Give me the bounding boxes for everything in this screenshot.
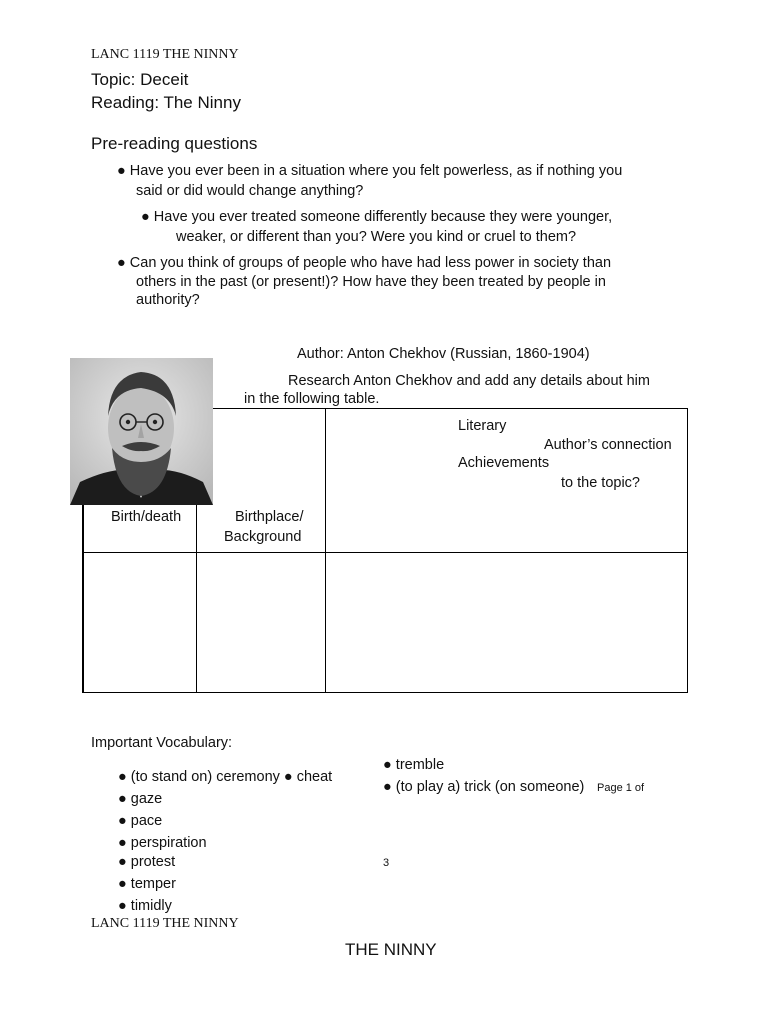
table-header-to-the-topic: to the topic? xyxy=(561,475,640,491)
table-header-authors-connection: Author’s connection xyxy=(544,437,672,453)
table-header-background: Background xyxy=(224,529,302,545)
vocab-item: ● tremble xyxy=(383,757,445,773)
author-line: Author: Anton Chekhov (Russian, 1860-1904) xyxy=(297,346,590,362)
research-instruction-line-1: Research Anton Chekhov and add any details about him xyxy=(288,373,650,389)
vocab-item: ● (to stand on) ceremony ● cheat xyxy=(118,769,333,785)
vocab-item: ● pace xyxy=(118,813,163,829)
vocab-item: ● timidly xyxy=(118,898,172,914)
course-header-repeat: LANC 1119 THE NINNY xyxy=(91,916,239,931)
story-title: THE NINNY xyxy=(345,940,437,959)
author-portrait-image xyxy=(70,358,213,505)
table-header-literary: Literary xyxy=(458,418,507,434)
question-2-line-1: ● Have you ever treated someone differently because they were younger, xyxy=(141,209,613,225)
topic-line: Topic: Deceit xyxy=(91,70,189,89)
vocab-item: ● gaze xyxy=(118,791,163,807)
vocab-item: ● (to play a) trick (on someone) xyxy=(383,779,585,795)
vocab-item: ● protest xyxy=(118,854,176,870)
page-label: Page 1 of xyxy=(597,782,645,794)
table-header-achievements: Achievements xyxy=(458,455,550,471)
table-header-birthplace: Birthplace/ xyxy=(235,509,304,525)
research-instruction-line-2: in the following table. xyxy=(244,391,380,407)
vocab-item: ● perspiration xyxy=(118,835,207,851)
pre-reading-heading: Pre-reading questions xyxy=(91,134,258,153)
question-3-line-2: others in the past (or present!)? How have they been treated by people in xyxy=(136,274,606,290)
course-header: LANC 1119 THE NINNY xyxy=(91,47,239,62)
question-1-line-2: said or did would change anything? xyxy=(136,183,364,199)
vocab-item: ● temper xyxy=(118,876,176,892)
question-2-line-2: weaker, or different than you? Were you kind or cruel to them? xyxy=(176,229,577,245)
vocabulary-heading: Important Vocabulary: xyxy=(91,735,233,751)
reading-line: Reading: The Ninny xyxy=(91,93,241,112)
question-3-line-3: authority? xyxy=(136,292,200,308)
page-total: 3 xyxy=(383,857,390,869)
question-3-line-1: ● Can you think of groups of people who have had less power in society than xyxy=(117,255,612,271)
table-header-birth-death: Birth/death xyxy=(111,509,182,525)
question-1-line-1: ● Have you ever been in a situation where you felt powerless, as if nothing you xyxy=(117,163,623,179)
